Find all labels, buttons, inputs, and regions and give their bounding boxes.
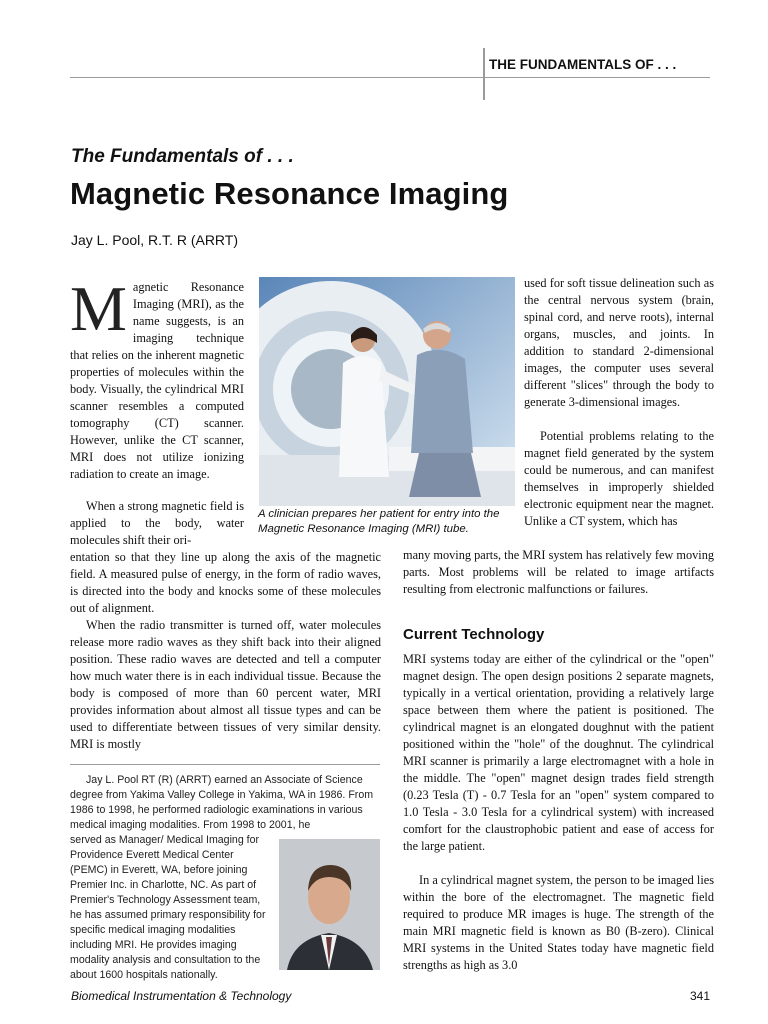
- paragraph-magnet-designs: MRI systems today are either of the cylindrical or the "open" magnet design. The open design positions 2 separate magnets, typically in a vertical orientation, providing a relatively large space between them where the patient is positioned. The cylindrical magnet is an elongated doughnut with the patient positioned within the "hole" of the doughnut. The cylindrical MRI scanner is primarily a large electromagnet with a hole in the middle. The "open" magnet design trades field strength (0.23 Tesla (T) - 0.7 Tesla for an "open" system compared to 1.0 Tesla - 3.0 Tesla for a cylindrical system) with increased comfort for the claustrophobic patient and ease of access for the large patient.: [403, 652, 714, 853]
- author-bio-side: served as Manager/ Medical Imaging for Providence Everett Medical Center (PEMC) in Everett, WA, before joining Premier Inc. in Charlotte, NC. As part of Premier's Technology Assessment team, he has assumed primary responsibility for specific medical imaging modalities including MRI. He provides imaging modality analysis and consultation to the about 1600 hospitals nationally.: [70, 834, 266, 981]
- mri-photo: [259, 277, 515, 506]
- footer-page-number: 341: [690, 989, 711, 1003]
- paragraph-cylindrical-system: In a cylindrical magnet system, the person to be imaged lies within the bore of the electromagnet. The magnetic field required to produce MR images is huge. The strength of the main MRI magnetic field is known as B0 (B-zero). Clinical MRI systems in the United States today have magnetic field strengths as high as 3.0: [403, 873, 714, 972]
- mri-scene-illustration: [259, 277, 515, 506]
- paragraph-intro: Magnetic Resonance Imaging (MRI), as the name suggests, is an imaging technique that relies on the inherent magnetic properties of molecules within the body. Visually, the cylindrical MRI scanner resembles a computed tomography (CT) scanner. However, unlike the CT scanner, MRI does not utilize ionizing radiation to create an image.: [70, 273, 244, 481]
- paragraph-field-applied: When a strong magnetic field is applied to the body, water molecules shift their ori-: [70, 499, 244, 547]
- header-rule: [70, 77, 484, 78]
- drop-cap: M: [70, 273, 127, 344]
- article-kicker: The Fundamentals of . . .: [71, 146, 294, 167]
- header-divider: [483, 48, 485, 100]
- section-tag: THE FUNDAMENTALS OF . . .: [489, 57, 677, 72]
- paragraph-potential-problems: Potential problems relating to the magnet field generated by the system could be numerous, and can manifest themselves in improperly shielded electronic equipment near the magnet. Unlike a CT system, which has: [524, 429, 714, 528]
- section-heading-current-technology: Current Technology: [403, 626, 545, 643]
- bio-rule: [70, 764, 380, 765]
- paragraph-soft-tissue: used for soft tissue delineation such as the central nervous system (brain, spinal cord, and nerve roots), internal organs, muscles, and joints. In addition to standard 2-dimensional images, the computer uses several different "slices" through the body to generate 3-dimensional images.: [524, 276, 714, 409]
- article-author: Jay L. Pool, R.T. R (ARRT): [71, 232, 239, 248]
- figure-caption: A clinician prepares her patient for entry into the Magnetic Resonance Imaging (MRI) tube.: [258, 508, 500, 535]
- author-portrait: [279, 839, 380, 970]
- author-bio-top: Jay L. Pool RT (R) (ARRT) earned an Associate of Science degree from Yakima Valley College in Yakima, WA in 1986. From 1986 to 1998, he performed radiologic examinations in various medical imaging modalities. From 1998 to 2001, he: [70, 774, 374, 831]
- paragraph-radio-transmitter: When the radio transmitter is turned off, water molecules release more radio waves as they shift back into their aligned position. These radio waves are detected and tell a computer how much water there is in each individual tissue. Because the body is composed of more than 60 percent water, MRI provides information about almost all tissue types and can be used to differentiate between tissues of very similar density. MRI is mostly: [70, 618, 381, 751]
- paragraph-alignment: entation so that they line up along the axis of the magnetic field. A measured pulse of energy, in the form of radio waves, is directed into the body and knocks some of these molecules out of alignment.: [70, 550, 381, 615]
- footer-journal-name: Biomedical Instrumentation & Technology: [71, 989, 292, 1003]
- article-title: Magnetic Resonance Imaging: [70, 176, 509, 211]
- author-portrait-illustration: [279, 839, 380, 970]
- header-tag-rule: [484, 77, 710, 78]
- paragraph-moving-parts: many moving parts, the MRI system has relatively few moving parts. Most problems will be related to image artifacts resulting from electronic malfunctions or failures.: [403, 548, 714, 596]
